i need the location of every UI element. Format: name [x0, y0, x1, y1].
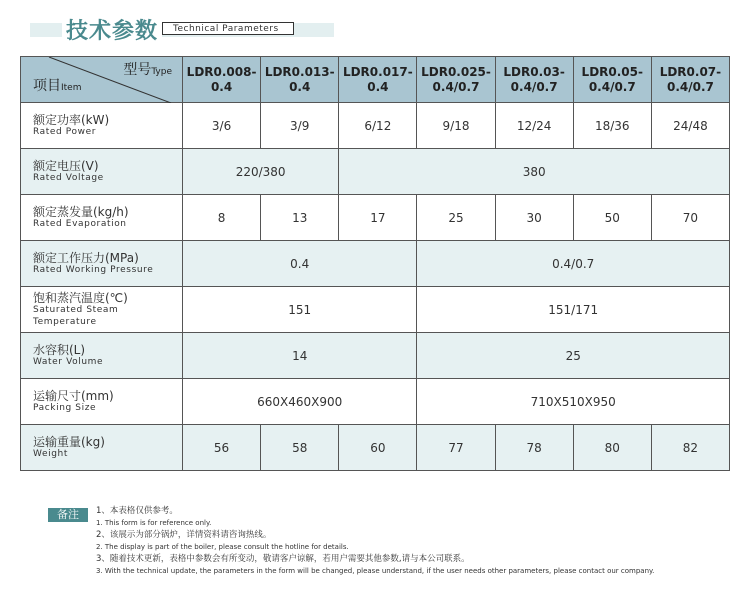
model-header: LDR0.025- 0.4/0.7: [417, 57, 495, 103]
note-cn: 1、本表格仅供参考。: [96, 506, 178, 516]
table-header-row: [21, 57, 730, 103]
value-cell: 14: [183, 333, 417, 379]
row-label-cn: 运输重量(kg): [33, 434, 105, 449]
model-header: LDR0.017- 0.4: [339, 57, 417, 103]
row-label-en: Water Volume: [33, 356, 104, 367]
table-row: [21, 379, 730, 425]
value-cell: 82: [651, 425, 729, 471]
value-cell: 710X510X950: [417, 379, 730, 425]
row-label-cn: 额定蒸发量(kg/h): [33, 204, 129, 219]
item-label: 项目Item: [33, 78, 82, 94]
type-label: 型号Type: [123, 62, 172, 78]
value-cell: 660X460X900: [183, 379, 417, 425]
row-label: [21, 287, 183, 333]
table-row: [21, 103, 730, 149]
row-label-en: Weight: [33, 448, 68, 459]
value-cell: 3/9: [261, 103, 339, 149]
table-row: [21, 333, 730, 379]
row-label-en: Rated Voltage: [33, 172, 104, 183]
note-en: 3. With the technical update, the parameters in the form will be changed, please understand, if the user needs other parameters, please contact our company.: [96, 567, 655, 575]
notes-label: 备注: [48, 508, 88, 522]
value-cell: 12/24: [495, 103, 573, 149]
note-cn: 2、该展示为部分锅炉，详情资料请咨询热线。: [96, 530, 272, 540]
row-label: [21, 425, 183, 471]
table-row: [21, 241, 730, 287]
page-subtitle: Technical Parameters: [162, 22, 294, 35]
corner-header: [21, 57, 183, 103]
value-cell: 24/48: [651, 103, 729, 149]
notes-list: [96, 505, 654, 577]
row-label-en: Rated Evaporation: [33, 218, 127, 229]
value-cell: 151: [183, 287, 417, 333]
value-cell: 13: [261, 195, 339, 241]
row-label: [21, 333, 183, 379]
value-cell: 78: [495, 425, 573, 471]
model-header: LDR0.07- 0.4/0.7: [651, 57, 729, 103]
page-title: 技术参数: [62, 14, 162, 45]
value-cell: 9/18: [417, 103, 495, 149]
model-header: LDR0.013- 0.4: [261, 57, 339, 103]
value-cell: 18/36: [573, 103, 651, 149]
table-row: [21, 287, 730, 333]
value-cell: 60: [339, 425, 417, 471]
row-label-cn: 水容积(L): [33, 342, 86, 357]
row-label: [21, 149, 183, 195]
value-cell: 25: [417, 195, 495, 241]
row-label: [21, 103, 183, 149]
model-header: LDR0.03- 0.4/0.7: [495, 57, 573, 103]
row-label-en: Saturated Steam Temperature: [33, 304, 119, 327]
row-label-en: Packing Size: [33, 402, 97, 413]
value-cell: 58: [261, 425, 339, 471]
row-label: [21, 195, 183, 241]
value-cell: 80: [573, 425, 651, 471]
row-label-cn: 额定工作压力(MPa): [33, 250, 139, 265]
note-en: 2. The display is part of the boiler, please consult the hotline for details.: [96, 543, 349, 551]
value-cell: 25: [417, 333, 730, 379]
value-cell: 50: [573, 195, 651, 241]
row-label-en: Rated Working Pressure: [33, 264, 154, 275]
value-cell: 0.4/0.7: [417, 241, 730, 287]
value-cell: 151/171: [417, 287, 730, 333]
table-row: [21, 195, 730, 241]
table-row: [21, 149, 730, 195]
row-label: [21, 241, 183, 287]
row-label-cn: 额定电压(V): [33, 158, 99, 173]
value-cell: 380: [339, 149, 730, 195]
value-cell: 6/12: [339, 103, 417, 149]
model-header: LDR0.008- 0.4: [183, 57, 261, 103]
value-cell: 30: [495, 195, 573, 241]
model-header: LDR0.05- 0.4/0.7: [573, 57, 651, 103]
value-cell: 56: [183, 425, 261, 471]
value-cell: 17: [339, 195, 417, 241]
row-label: [21, 379, 183, 425]
row-label-cn: 运输尺寸(mm): [33, 388, 114, 403]
value-cell: 0.4: [183, 241, 417, 287]
value-cell: 3/6: [183, 103, 261, 149]
value-cell: 77: [417, 425, 495, 471]
note-en: 1. This form is for reference only.: [96, 519, 212, 527]
value-cell: 70: [651, 195, 729, 241]
value-cell: 220/380: [183, 149, 339, 195]
parameters-table: [20, 56, 730, 471]
row-label-cn: 额定功率(kW): [33, 112, 110, 127]
row-label-cn: 饱和蒸汽温度(℃): [33, 290, 128, 305]
row-label-en: Rated Power: [33, 126, 97, 137]
note-cn: 3、随着技术更新，表格中参数会有所变动，敬请客户谅解，若用户需要其他参数,请与本公司联系。: [96, 554, 470, 564]
table-row: [21, 425, 730, 471]
value-cell: 8: [183, 195, 261, 241]
